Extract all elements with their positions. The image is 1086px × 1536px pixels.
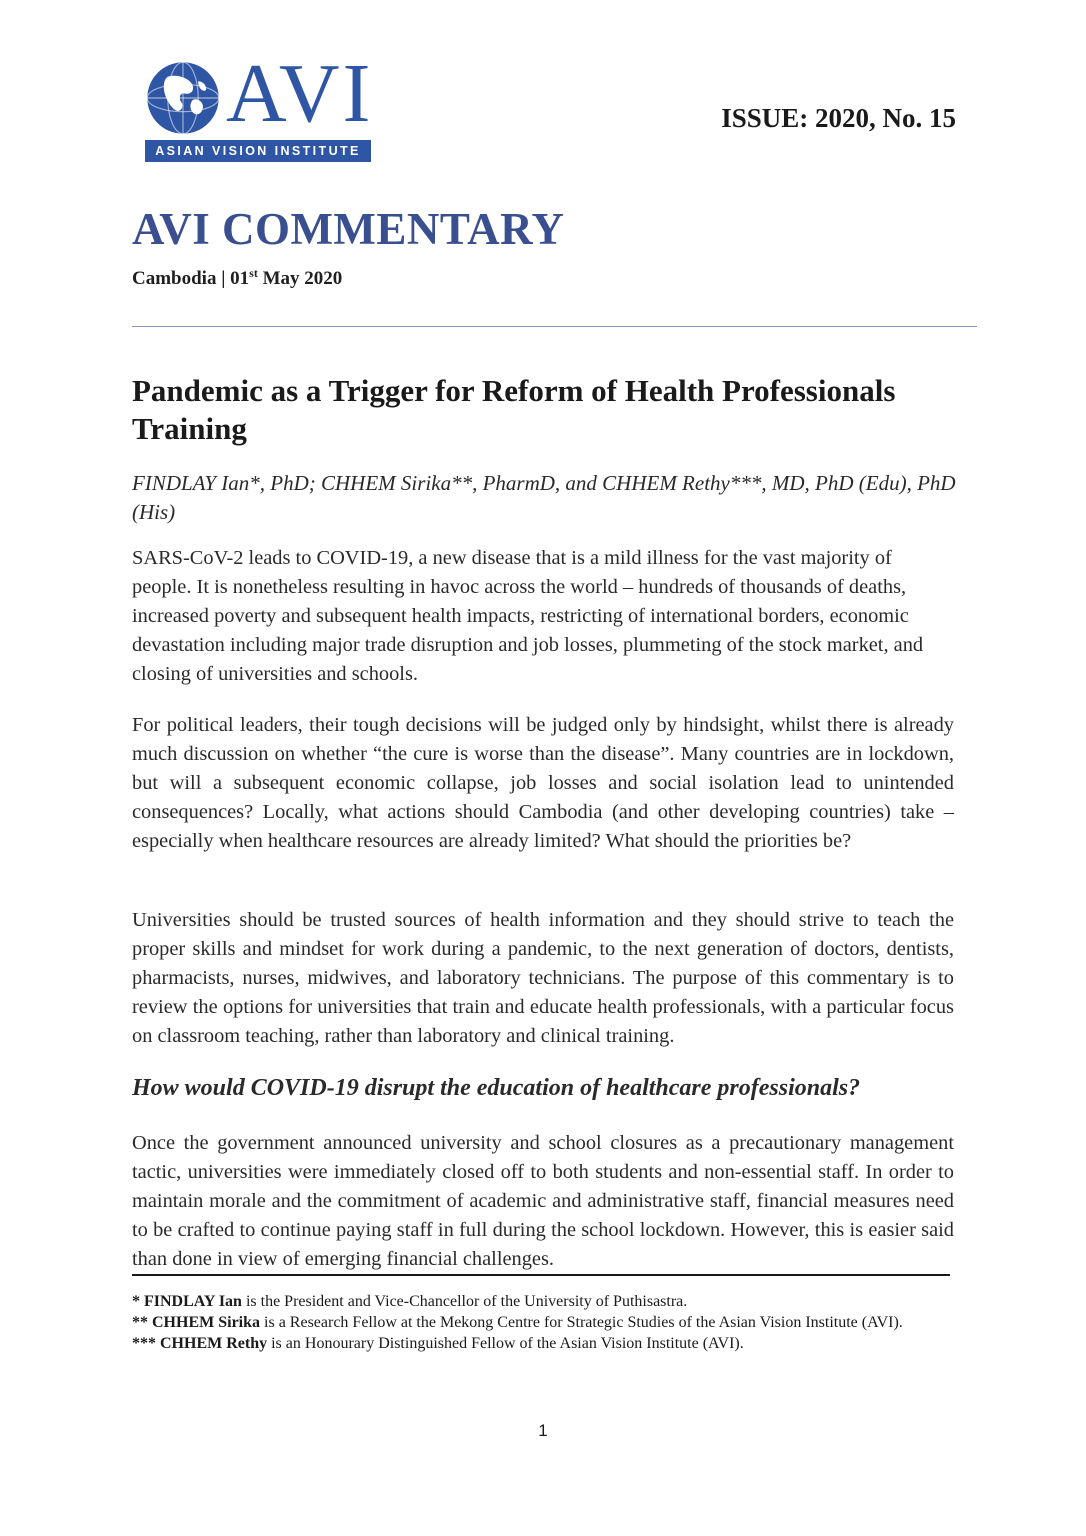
section-heading: How would COVID-19 disrupt the education of healthcare professionals? [132, 1075, 861, 1101]
footnote-text: is the President and Vice-Chancellor of the University of Puthisastra. [241, 1293, 688, 1310]
logo-wordmark: AVI [226, 47, 374, 140]
footnote-text: is an Honourary Distinguished Fellow of the Asian Vision Institute (AVI). [267, 1335, 744, 1352]
footnote-name: ** CHHEM Sirika [132, 1314, 261, 1331]
dateline-ordinal: st [249, 266, 258, 280]
avi-logo [140, 47, 376, 168]
document-title: AVI COMMENTARY [132, 204, 565, 254]
body-paragraph: Once the government announced university and school closures as a precautionary management tactic, universities were immediately closed off to both students and non-essential staff. In order to maintain morale and the commitment of academic and administrative staff, financial measures need to be crafted to continue paying staff in full during the school lockdown. However, this is easier said than done in view of emerging financial challenges. [132, 1132, 954, 1270]
article-headline: Pandemic as a Trigger for Reform of Health Professionals Training [132, 373, 896, 446]
dateline-place: Cambodia | 01 [132, 268, 250, 289]
issue-number: ISSUE: 2020, No. 15 [721, 103, 956, 133]
footnotes [132, 1291, 954, 1354]
footnote [132, 1333, 954, 1354]
globe-icon [145, 60, 221, 136]
footnote-name: *** CHHEM Rethy [132, 1335, 268, 1352]
header-divider [132, 326, 977, 327]
dateline-date: May 2020 [257, 268, 343, 289]
footnote [132, 1312, 954, 1333]
footnote-text: is a Research Fellow at the Mekong Centre for Strategic Studies of the Asian Vision Institute (AVI). [260, 1314, 903, 1331]
page-number: 1 [538, 1421, 548, 1440]
article-authors: FINDLAY Ian*, PhD; CHHEM Sirika**, PharmD, and CHHEM Rethy***, MD, PhD (Edu), PhD (His) [132, 471, 956, 524]
footnote-name: * FINDLAY Ian [132, 1293, 242, 1310]
body-paragraph: SARS-CoV-2 leads to COVID-19, a new disease that is a mild illness for the vast majority of people. It is nonetheless resulting in havoc across the world – hundreds of thousands of deaths, increased poverty and subsequent health impacts, restricting of international borders, economic devastation including major trade disruption and job losses, plummeting of the stock market, and closing of universities and schools. [132, 547, 924, 685]
logo-tagline: ASIAN VISION INSTITUTE [145, 140, 371, 162]
body-paragraph: Universities should be trusted sources of health information and they should strive to teach the proper skills and mindset for work during a pandemic, to the next generation of doctors, dentists, pharmacists, nurses, midwives, and laboratory technicians. The purpose of this commentary is to review the options for universities that train and educate health professionals, with a particular focus on classroom teaching, rather than laboratory and clinical training. [132, 909, 954, 1047]
footnote [132, 1291, 954, 1312]
body-paragraph: For political leaders, their tough decisions will be judged only by hindsight, whilst there is already much discussion on whether “the cure is worse than the disease”. Many countries are in lockdown, but will a subsequent economic collapse, job losses and social isolation lead to unintended consequences? Locally, what actions should Cambodia (and other developing countries) take – especially when healthcare resources are already limited? What should the priorities be? [132, 714, 954, 852]
dateline [132, 268, 342, 290]
footnote-divider [132, 1274, 950, 1276]
